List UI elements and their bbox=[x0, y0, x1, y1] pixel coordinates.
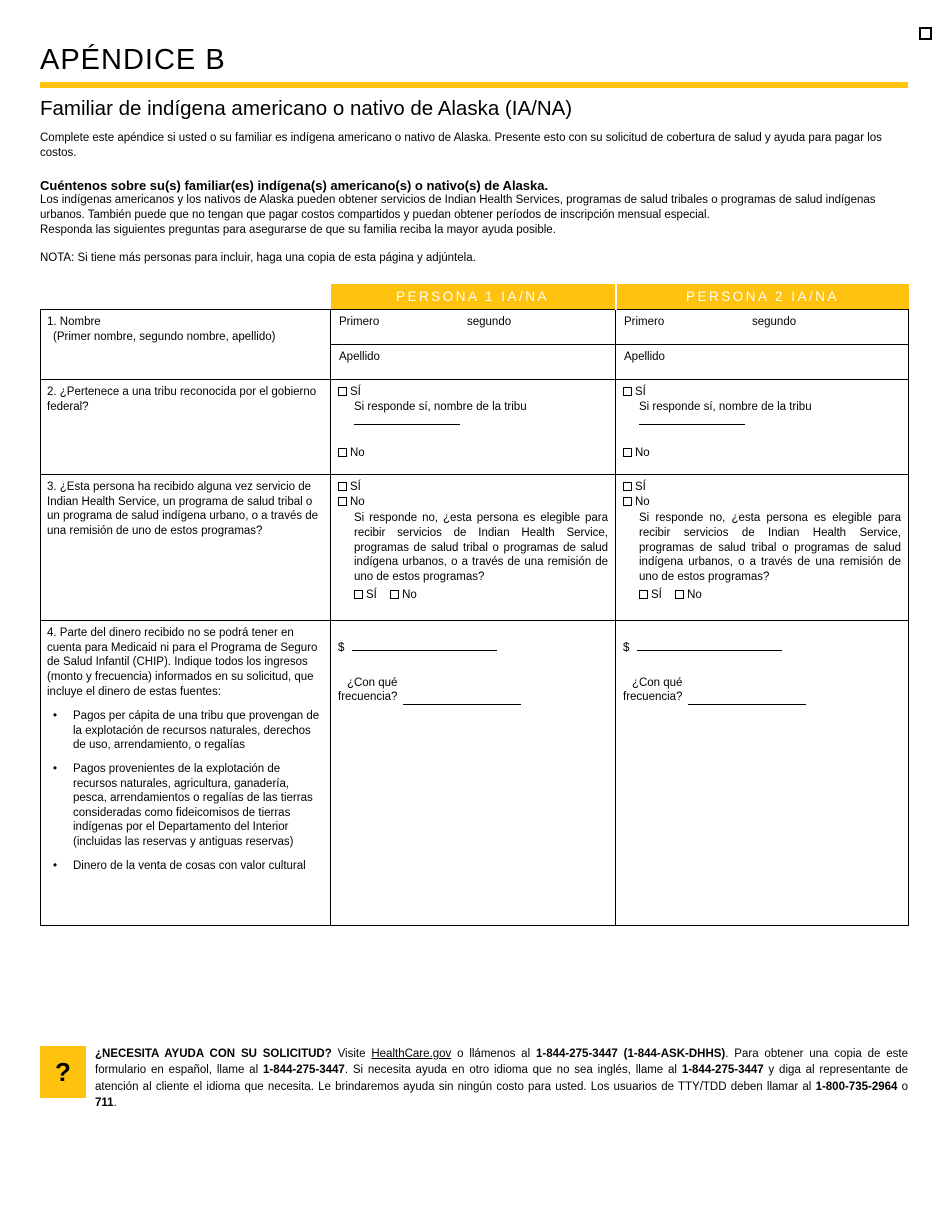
question-3-row bbox=[41, 475, 909, 621]
q4-label: 4. Parte del dinero recibido no se podrá tener en cuenta para Medicaid ni para el Programa de Seguro de Salud Infantil (CHIP). Indique todos los ingresos (monto y frecuencia) informados en su solicitud, que incluye el dinero de estas fuentes: bbox=[47, 627, 318, 698]
person2-first-middle-name-field[interactable] bbox=[616, 310, 908, 345]
person1-q3-followup-no-checkbox[interactable] bbox=[390, 590, 399, 599]
q3-followup-no-label: No bbox=[687, 589, 702, 602]
section-body-2: Responda las siguientes preguntas para asegurarse de que su familia reciba la mayor ayuda posible. bbox=[40, 224, 556, 237]
q4-bullet-1: • Pagos per cápita de una tribu que provengan de la explotación de recursos naturales, derechos de uso, arrendamiento, o regalías bbox=[47, 709, 324, 753]
frequency-label: ¿Con qué frecuencia? bbox=[338, 676, 398, 704]
person2-first-name-label: Primero bbox=[624, 316, 665, 329]
person1-q2-yes-checkbox[interactable] bbox=[338, 387, 347, 396]
q1-label: 1. Nombre bbox=[47, 316, 101, 329]
ia-na-form-table bbox=[40, 284, 909, 927]
question-1-row bbox=[41, 310, 909, 380]
person2-name-cell bbox=[616, 310, 909, 380]
person2-q3-yes-checkbox[interactable] bbox=[623, 482, 632, 491]
note-paragraph bbox=[40, 251, 908, 266]
person2-middle-name-label: segundo bbox=[752, 316, 797, 329]
q2-label-cell bbox=[41, 380, 331, 475]
q1-label-cell bbox=[41, 310, 331, 380]
q2-yes-label: SÍ bbox=[350, 386, 361, 399]
phone-711: 711 bbox=[95, 1096, 114, 1109]
help-seg-call: o llámenos al bbox=[451, 1048, 536, 1060]
person1-first-middle-name-field[interactable] bbox=[331, 310, 615, 345]
person1-name-cell bbox=[331, 310, 616, 380]
help-seg-visit: Visite bbox=[331, 1048, 372, 1060]
q3-followup-no-label: No bbox=[402, 589, 417, 602]
dollar-sign-label: $ bbox=[623, 642, 630, 655]
person2-q3-followup-yes-checkbox[interactable] bbox=[639, 590, 648, 599]
note-text: Si tiene más personas para incluir, haga una copia de esta página y adjúntela. bbox=[74, 252, 476, 265]
person2-last-name-label: Apellido bbox=[624, 351, 665, 364]
phone-language: 1-844-275-3447 bbox=[681, 1064, 764, 1077]
page-title: APÉNDICE B bbox=[40, 44, 226, 76]
person2-q2-cell bbox=[616, 380, 909, 475]
q2-label: 2. ¿Pertenece a una tribu reconocida por el gobierno federal? bbox=[47, 386, 317, 413]
phone-tty: 1-800-735-2964 bbox=[815, 1080, 898, 1093]
q4-label-cell bbox=[41, 621, 331, 926]
question-mark-icon bbox=[40, 1046, 86, 1098]
q2-yes-hint: Si responde sí, nombre de la tribu bbox=[354, 400, 527, 413]
person1-q3-no-checkbox[interactable] bbox=[338, 497, 347, 506]
person1-q3-cell bbox=[331, 475, 616, 621]
title-divider bbox=[40, 82, 908, 88]
phone-spanish: 1-844-275-3447 bbox=[262, 1064, 345, 1077]
help-seg-end: . bbox=[113, 1096, 117, 1109]
q2-no-label: No bbox=[350, 446, 365, 459]
person1-q4-cell bbox=[331, 621, 616, 926]
table-header-row bbox=[41, 284, 909, 310]
person1-middle-name-label: segundo bbox=[467, 316, 512, 329]
q3-label-cell bbox=[41, 475, 331, 621]
header-spacer-cell bbox=[41, 284, 331, 310]
question-4-row bbox=[41, 621, 909, 926]
person2-last-name-field[interactable] bbox=[616, 345, 908, 379]
q3-yes-label: SÍ bbox=[350, 481, 361, 494]
q3-label: 3. ¿Esta persona ha recibido alguna vez servicio de Indian Health Service, un programa de salud tribal o un programa de salud indígena urbano, o a través de una remisión de uno de estos programas? bbox=[47, 481, 319, 537]
q2-yes-hint: Si responde sí, nombre de la tribu bbox=[639, 400, 812, 413]
q2-no-label: No bbox=[635, 446, 650, 459]
person1-frequency-line[interactable] bbox=[403, 694, 521, 705]
q3-followup-text: Si responde no, ¿esta persona es elegible para recibir servicios de Indian Health Service, programas de salud tribal o programas de salud indígena urbanos, o a través de una remisión de uno de estos programas? bbox=[639, 512, 901, 583]
page-subtitle: Familiar de indígena americano o nativo de Alaska (IA/NA) bbox=[40, 97, 573, 120]
q2-yes-label: SÍ bbox=[635, 386, 646, 399]
help-lead: ¿NECESITA AYUDA CON SU SOLICITUD? bbox=[95, 1048, 332, 1060]
person2-amount-line[interactable] bbox=[637, 640, 782, 651]
page-corner-checkbox[interactable] bbox=[919, 27, 932, 40]
q3-followup-yes-label: SÍ bbox=[366, 589, 377, 602]
person2-header: PERSONA 2 IA/NA bbox=[616, 284, 909, 310]
person2-q4-cell bbox=[616, 621, 909, 926]
q4-bullet-2: • Pagos provenientes de la explotación de recursos naturales, agricultura, ganadería, pesca, arrendamientos o regalías de las tierras consideradas como fideicomisos de tierras indígenas por el Departamento del Interior (incluidas las reservas y antiguas reservas) bbox=[47, 762, 324, 850]
person1-last-name-label: Apellido bbox=[339, 351, 380, 364]
person2-q2-yes-checkbox[interactable] bbox=[623, 387, 632, 396]
dollar-sign-label: $ bbox=[338, 642, 345, 655]
q3-followup-text: Si responde no, ¿esta persona es elegible para recibir servicios de Indian Health Service, programas de salud tribal o programas de salud indígena urbanos, o a través de una remisión de uno de estos programas? bbox=[354, 512, 608, 583]
person2-q3-no-checkbox[interactable] bbox=[623, 497, 632, 506]
person2-q3-cell bbox=[616, 475, 909, 621]
page-content bbox=[0, 44, 950, 926]
help-seg-or: o bbox=[897, 1080, 908, 1093]
person1-q3-yes-checkbox[interactable] bbox=[338, 482, 347, 491]
help-seg-rep: y diga al representante de atención al cliente el idioma que necesita. Le brindaremos ayuda sin ningún costo para usted. Los usuarios de TTY/TDD deben llamar al bbox=[95, 1064, 908, 1093]
person1-tribe-name-line[interactable] bbox=[354, 414, 460, 425]
note-label: NOTA: bbox=[40, 252, 75, 265]
person2-q2-no-checkbox[interactable] bbox=[623, 448, 632, 457]
person1-q2-no-checkbox[interactable] bbox=[338, 448, 347, 457]
help-seg-copy: . Para obtener una copia de este formulario en español, llame al bbox=[95, 1048, 908, 1077]
help-footer bbox=[40, 1046, 908, 1111]
phone-main: 1-844-275-3447 (1-844-ASK-DHHS) bbox=[535, 1048, 726, 1060]
person1-last-name-field[interactable] bbox=[331, 345, 615, 379]
person1-header: PERSONA 1 IA/NA bbox=[331, 284, 616, 310]
question-2-row bbox=[41, 380, 909, 475]
healthcare-gov-link[interactable]: HealthCare.gov bbox=[371, 1048, 452, 1060]
help-seg-language: . Si necesita ayuda en otro idioma que no sea inglés, llame al bbox=[344, 1064, 682, 1077]
q3-no-label: No bbox=[635, 495, 650, 508]
person1-q3-followup-yes-checkbox[interactable] bbox=[354, 590, 363, 599]
q1-sublabel: (Primer nombre, segundo nombre, apellido) bbox=[53, 330, 276, 343]
person2-q3-followup-no-checkbox[interactable] bbox=[675, 590, 684, 599]
section-body: Los indígenas americanos y los nativos de Alaska pueden obtener servicios de Indian Health Services, programas de salud tribales o programas de salud indígenas urbanos. También puede que no tengan que pagar costos compartidos y puedan obtener períodos de inscripción mensual especial. bbox=[40, 193, 876, 221]
help-text bbox=[95, 1046, 908, 1111]
section-heading: Cuéntenos sobre su(s) familiar(es) indígena(s) americano(s) o nativo(s) de Alaska. bbox=[40, 177, 549, 193]
q4-income-sources-list bbox=[47, 709, 324, 873]
person2-tribe-name-line[interactable] bbox=[639, 414, 745, 425]
person1-first-name-label: Primero bbox=[339, 316, 380, 329]
q4-bullet-3: • Dinero de la venta de cosas con valor cultural bbox=[47, 859, 324, 874]
person1-q2-cell bbox=[331, 380, 616, 475]
person2-frequency-line[interactable] bbox=[688, 694, 806, 705]
person1-amount-line[interactable] bbox=[352, 640, 497, 651]
q3-no-label: No bbox=[350, 495, 365, 508]
q3-yes-label: SÍ bbox=[635, 481, 646, 494]
q3-followup-yes-label: SÍ bbox=[651, 589, 662, 602]
frequency-label: ¿Con qué frecuencia? bbox=[623, 676, 683, 704]
question-mark-glyph: ? bbox=[55, 1056, 71, 1087]
intro-paragraph: Complete este apéndice si usted o su familiar es indígena americano o nativo de Alaska. Presente esto con su solicitud de cobertura de salud y ayuda para pagar los costos. bbox=[40, 132, 882, 160]
